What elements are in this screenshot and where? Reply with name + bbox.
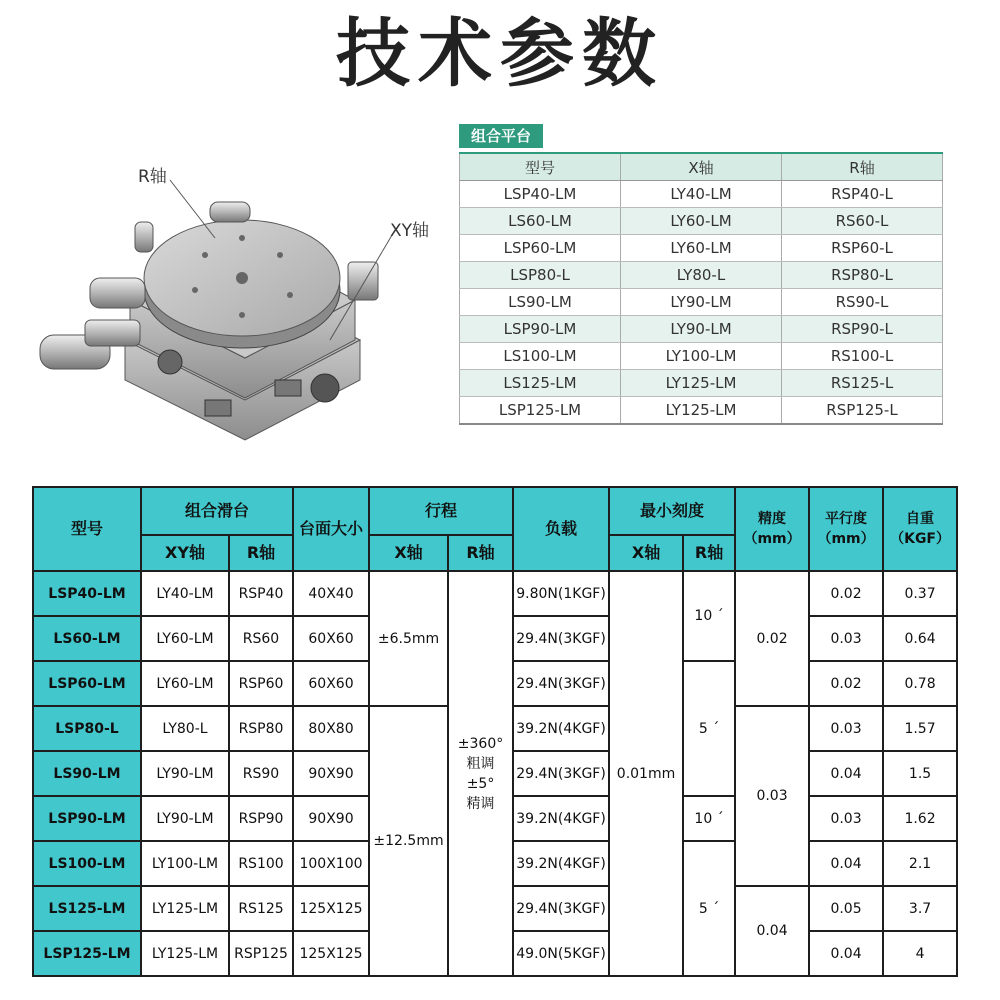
combo-row bbox=[460, 262, 943, 289]
combo-cell: RS90-L bbox=[782, 289, 943, 316]
spec-cell-surface: 60X60 bbox=[293, 661, 369, 706]
spec-cell-load: 9.80N(1KGF) bbox=[513, 571, 609, 616]
spec-header-scale-x: X轴 bbox=[609, 535, 683, 571]
spec-cell-travel-x: ±12.5mm bbox=[369, 706, 448, 976]
precision-label: 精度 bbox=[758, 511, 787, 527]
combo-cell: LS125-LM bbox=[460, 370, 621, 397]
spec-header-row-1 bbox=[33, 487, 957, 535]
spec-cell-load: 29.4N(3KGF) bbox=[513, 616, 609, 661]
combo-cell: LY125-LM bbox=[621, 370, 782, 397]
combo-header-model: 型号 bbox=[460, 153, 621, 181]
spec-cell-scale-r: 10 ´ bbox=[683, 571, 735, 661]
spec-cell-surface: 40X40 bbox=[293, 571, 369, 616]
spec-header-scale: 最小刻度 bbox=[609, 487, 735, 535]
spec-cell-surface: 90X90 bbox=[293, 751, 369, 796]
combo-cell: LS60-LM bbox=[460, 208, 621, 235]
combo-row bbox=[460, 343, 943, 370]
spec-cell-model: LSP40-LM bbox=[33, 571, 141, 616]
spec-cell-scale-x: 0.01mm bbox=[609, 571, 683, 976]
spec-cell-load: 49.0N(5KGF) bbox=[513, 931, 609, 976]
weight-unit: （KGF） bbox=[890, 531, 950, 547]
spec-cell-r: RS60 bbox=[229, 616, 293, 661]
combo-cell: LY90-LM bbox=[621, 289, 782, 316]
spec-cell-xy: LY125-LM bbox=[141, 931, 229, 976]
combo-cell: LY60-LM bbox=[621, 235, 782, 262]
combo-cell: LY80-L bbox=[621, 262, 782, 289]
spec-cell-scale-r: 5 ´ bbox=[683, 841, 735, 976]
parallel-unit: （mm） bbox=[817, 531, 875, 547]
spec-cell-parallel: 0.03 bbox=[809, 796, 883, 841]
combo-cell: RS100-L bbox=[782, 343, 943, 370]
combo-cell: RSP125-L bbox=[782, 397, 943, 425]
combo-cell: LY100-LM bbox=[621, 343, 782, 370]
spec-cell-parallel: 0.03 bbox=[809, 616, 883, 661]
spec-cell-surface: 125X125 bbox=[293, 931, 369, 976]
combo-table-tag: 组合平台 bbox=[459, 124, 543, 148]
spec-header-model: 型号 bbox=[33, 487, 141, 571]
spec-header-travel-r: R轴 bbox=[448, 535, 513, 571]
precision-unit: （mm） bbox=[743, 531, 801, 547]
spec-cell-weight: 2.1 bbox=[883, 841, 957, 886]
spec-cell-model: LSP90-LM bbox=[33, 796, 141, 841]
spec-cell-model: LSP80-L bbox=[33, 706, 141, 751]
page-title: 技术参数 bbox=[336, 11, 664, 97]
spec-cell-weight: 1.62 bbox=[883, 796, 957, 841]
spec-cell-model: LSP60-LM bbox=[33, 661, 141, 706]
spec-header-r: R轴 bbox=[229, 535, 293, 571]
combo-row bbox=[460, 181, 943, 208]
spec-header-parallel bbox=[809, 487, 883, 571]
spec-header-precision bbox=[735, 487, 809, 571]
spec-cell-xy: LY125-LM bbox=[141, 886, 229, 931]
spec-cell-xy: LY90-LM bbox=[141, 751, 229, 796]
combo-cell: LSP90-LM bbox=[460, 316, 621, 343]
spec-cell-model: LS90-LM bbox=[33, 751, 141, 796]
spec-cell-precision: 0.02 bbox=[735, 571, 809, 706]
spec-cell-precision: 0.03 bbox=[735, 706, 809, 886]
spec-header-travel-x: X轴 bbox=[369, 535, 448, 571]
travel-r-line: 精调 bbox=[466, 795, 495, 812]
stage-illustration bbox=[30, 150, 450, 450]
spec-cell-load: 29.4N(3KGF) bbox=[513, 886, 609, 931]
spec-cell-r: RS125 bbox=[229, 886, 293, 931]
spec-cell-xy: LY60-LM bbox=[141, 616, 229, 661]
spec-cell-weight: 3.7 bbox=[883, 886, 957, 931]
spec-row bbox=[33, 571, 957, 616]
spec-cell-load: 29.4N(3KGF) bbox=[513, 751, 609, 796]
spec-cell-parallel: 0.02 bbox=[809, 661, 883, 706]
spec-cell-xy: LY100-LM bbox=[141, 841, 229, 886]
spec-cell-model: LSP125-LM bbox=[33, 931, 141, 976]
spec-cell-r: RSP80 bbox=[229, 706, 293, 751]
spec-cell-scale-r: 10 ´ bbox=[683, 796, 735, 841]
combo-row bbox=[460, 289, 943, 316]
combo-cell: LSP40-LM bbox=[460, 181, 621, 208]
combo-cell: RS125-L bbox=[782, 370, 943, 397]
combo-cell: LSP80-L bbox=[460, 262, 621, 289]
spec-header-load: 负载 bbox=[513, 487, 609, 571]
spec-cell-model: LS100-LM bbox=[33, 841, 141, 886]
combo-row bbox=[460, 208, 943, 235]
spec-cell-travel-r bbox=[448, 571, 513, 976]
spec-cell-load: 39.2N(4KGF) bbox=[513, 841, 609, 886]
weight-label: 自重 bbox=[906, 511, 935, 527]
r-axis-label: R轴 bbox=[138, 167, 167, 187]
spec-cell-model: LS125-LM bbox=[33, 886, 141, 931]
spec-cell-precision: 0.04 bbox=[735, 886, 809, 976]
spec-header-weight bbox=[883, 487, 957, 571]
parallel-label: 平行度 bbox=[825, 511, 868, 527]
spec-cell-surface: 80X80 bbox=[293, 706, 369, 751]
spec-cell-r: RSP125 bbox=[229, 931, 293, 976]
spec-header-travel: 行程 bbox=[369, 487, 513, 535]
combo-cell: LY60-LM bbox=[621, 208, 782, 235]
combo-cell: RSP90-L bbox=[782, 316, 943, 343]
spec-table bbox=[32, 486, 958, 977]
combo-header-row bbox=[460, 153, 943, 181]
spec-cell-weight: 4 bbox=[883, 931, 957, 976]
spec-cell-scale-r: 5 ´ bbox=[683, 661, 735, 796]
combo-cell: RSP80-L bbox=[782, 262, 943, 289]
spec-cell-xy: LY60-LM bbox=[141, 661, 229, 706]
combo-row bbox=[460, 235, 943, 262]
combo-header-r-axis: R轴 bbox=[782, 153, 943, 181]
spec-cell-r: RS100 bbox=[229, 841, 293, 886]
spec-cell-r: RSP40 bbox=[229, 571, 293, 616]
travel-r-line: 粗调 bbox=[466, 755, 495, 772]
spec-cell-surface: 60X60 bbox=[293, 616, 369, 661]
combo-row bbox=[460, 316, 943, 343]
spec-cell-xy: LY80-L bbox=[141, 706, 229, 751]
spec-header-surface: 台面大小 bbox=[293, 487, 369, 571]
spec-cell-weight: 1.57 bbox=[883, 706, 957, 751]
combo-cell: RS60-L bbox=[782, 208, 943, 235]
spec-cell-r: RS90 bbox=[229, 751, 293, 796]
combo-cell: LS100-LM bbox=[460, 343, 621, 370]
spec-cell-parallel: 0.03 bbox=[809, 706, 883, 751]
spec-cell-surface: 125X125 bbox=[293, 886, 369, 931]
combo-cell: LY125-LM bbox=[621, 397, 782, 425]
spec-cell-parallel: 0.02 bbox=[809, 571, 883, 616]
spec-cell-weight: 0.64 bbox=[883, 616, 957, 661]
combo-cell: LSP60-LM bbox=[460, 235, 621, 262]
spec-cell-parallel: 0.04 bbox=[809, 751, 883, 796]
spec-cell-surface: 100X100 bbox=[293, 841, 369, 886]
spec-cell-load: 39.2N(4KGF) bbox=[513, 796, 609, 841]
combo-row bbox=[460, 397, 943, 425]
spec-cell-model: LS60-LM bbox=[33, 616, 141, 661]
xy-axis-label: XY轴 bbox=[390, 221, 430, 241]
spec-cell-weight: 1.5 bbox=[883, 751, 957, 796]
combo-row bbox=[460, 370, 943, 397]
xyr-stage-drawing bbox=[30, 150, 450, 450]
spec-header-scale-r: R轴 bbox=[683, 535, 735, 571]
spec-cell-travel-x: ±6.5mm bbox=[369, 571, 448, 706]
combo-cell: RSP60-L bbox=[782, 235, 943, 262]
spec-cell-load: 39.2N(4KGF) bbox=[513, 706, 609, 751]
spec-cell-r: RSP90 bbox=[229, 796, 293, 841]
spec-cell-load: 29.4N(3KGF) bbox=[513, 661, 609, 706]
spec-cell-xy: LY40-LM bbox=[141, 571, 229, 616]
spec-cell-xy: LY90-LM bbox=[141, 796, 229, 841]
travel-r-line: ±5° bbox=[466, 775, 495, 792]
spec-header-combo: 组合滑台 bbox=[141, 487, 293, 535]
combo-header-x-axis: X轴 bbox=[621, 153, 782, 181]
spec-cell-r: RSP60 bbox=[229, 661, 293, 706]
combo-cell: LY90-LM bbox=[621, 316, 782, 343]
spec-cell-surface: 90X90 bbox=[293, 796, 369, 841]
spec-cell-weight: 0.78 bbox=[883, 661, 957, 706]
spec-cell-parallel: 0.05 bbox=[809, 886, 883, 931]
combo-cell: LY40-LM bbox=[621, 181, 782, 208]
combo-cell: RSP40-L bbox=[782, 181, 943, 208]
combo-cell: LS90-LM bbox=[460, 289, 621, 316]
combo-cell: LSP125-LM bbox=[460, 397, 621, 425]
spec-cell-weight: 0.37 bbox=[883, 571, 957, 616]
spec-header-xy: XY轴 bbox=[141, 535, 229, 571]
spec-cell-parallel: 0.04 bbox=[809, 931, 883, 976]
spec-cell-parallel: 0.04 bbox=[809, 841, 883, 886]
travel-r-line: ±360° bbox=[457, 735, 504, 752]
combo-table bbox=[459, 152, 943, 425]
